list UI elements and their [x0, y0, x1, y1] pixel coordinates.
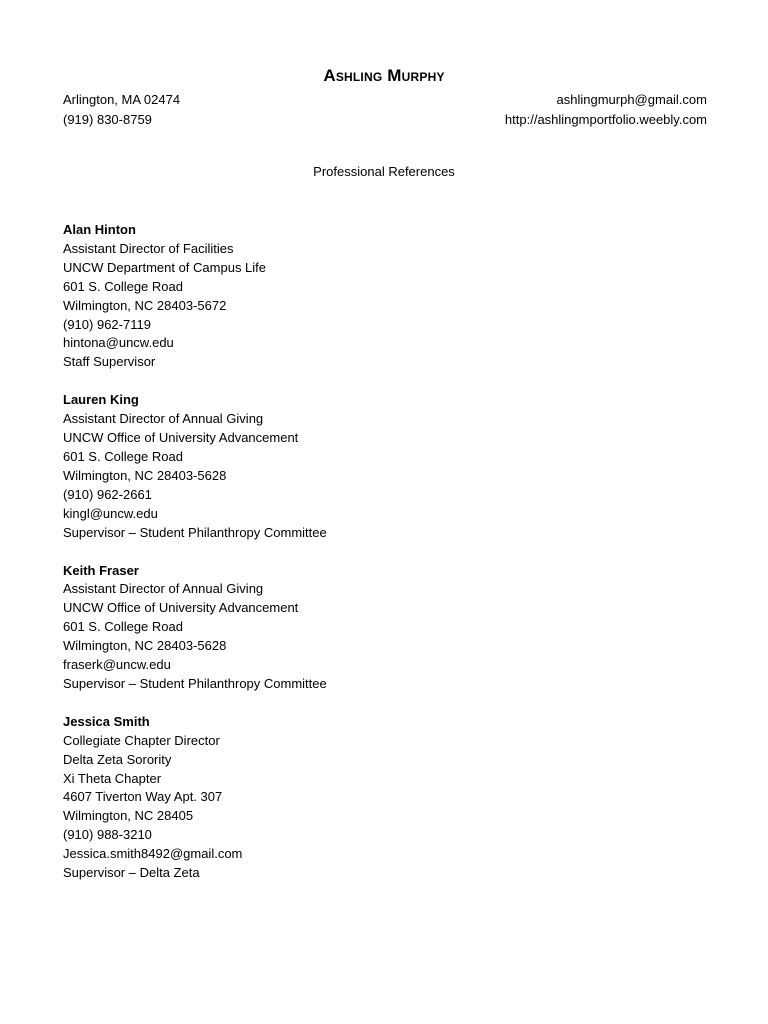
- reference-relationship: Staff Supervisor: [63, 354, 156, 370]
- document-title-name: Ashling Murphy: [323, 66, 445, 85]
- reference-title: Assistant Director of Annual Giving: [63, 411, 264, 427]
- reference-relationship: Supervisor – Delta Zeta: [63, 865, 200, 881]
- reference-name: Alan Hinton: [63, 222, 136, 237]
- reference-email: hintona@uncw.edu: [63, 335, 174, 351]
- reference-organization: UNCW Office of University Advancement: [63, 430, 299, 446]
- reference-chapter: Xi Theta Chapter: [63, 770, 162, 786]
- section-title: Professional References: [313, 164, 455, 179]
- reference-relationship: Supervisor – Student Philanthropy Committee: [63, 675, 327, 691]
- contact-right-block: [505, 90, 707, 129]
- reference-title: Collegiate Chapter Director: [63, 732, 220, 748]
- reference-name: Jessica Smith: [63, 713, 150, 729]
- reference-email: kingl@uncw.edu: [63, 505, 158, 521]
- reference-name: Keith Fraser: [63, 562, 139, 578]
- address-line: Arlington, MA 02474: [63, 92, 181, 107]
- reference-relationship: Supervisor – Student Philanthropy Committee: [63, 524, 327, 540]
- reference-name: Lauren King: [63, 392, 139, 408]
- reference-entry: [63, 562, 327, 694]
- reference-organization: UNCW Department of Campus Life: [63, 259, 267, 275]
- reference-city: Wilmington, NC 28403-5628: [63, 467, 227, 483]
- email-line: ashlingmurph@gmail.com: [556, 92, 707, 107]
- contact-left-block: [63, 90, 180, 129]
- reference-city: Wilmington, NC 28403-5628: [63, 638, 227, 654]
- reference-organization: Delta Zeta Sorority: [63, 751, 172, 767]
- reference-organization: UNCW Office of University Advancement: [63, 600, 299, 616]
- reference-street: 4607 Tiverton Way Apt. 307: [63, 789, 223, 805]
- phone-line: (919) 830-8759: [63, 111, 152, 127]
- reference-entry: [63, 713, 327, 883]
- website-line: http://ashlingmportfolio.weebly.com: [504, 111, 707, 127]
- reference-entry: [63, 391, 327, 542]
- reference-title: Assistant Director of Annual Giving: [63, 581, 264, 597]
- reference-city: Wilmington, NC 28403-5672: [63, 297, 227, 313]
- reference-street: 601 S. College Road: [63, 448, 183, 464]
- reference-street: 601 S. College Road: [63, 278, 183, 294]
- reference-phone: (910) 962-2661: [63, 486, 152, 502]
- reference-email: fraserk@uncw.edu: [63, 657, 171, 673]
- reference-entry: [63, 221, 327, 372]
- reference-street: 601 S. College Road: [63, 619, 183, 635]
- reference-phone: (910) 962-7119: [63, 316, 151, 332]
- reference-title: Assistant Director of Facilities: [63, 240, 234, 256]
- reference-email: Jessica.smith8492@gmail.com: [63, 846, 243, 862]
- reference-phone: (910) 988-3210: [63, 827, 152, 843]
- reference-city: Wilmington, NC 28405: [63, 808, 194, 824]
- references-list: [63, 221, 327, 902]
